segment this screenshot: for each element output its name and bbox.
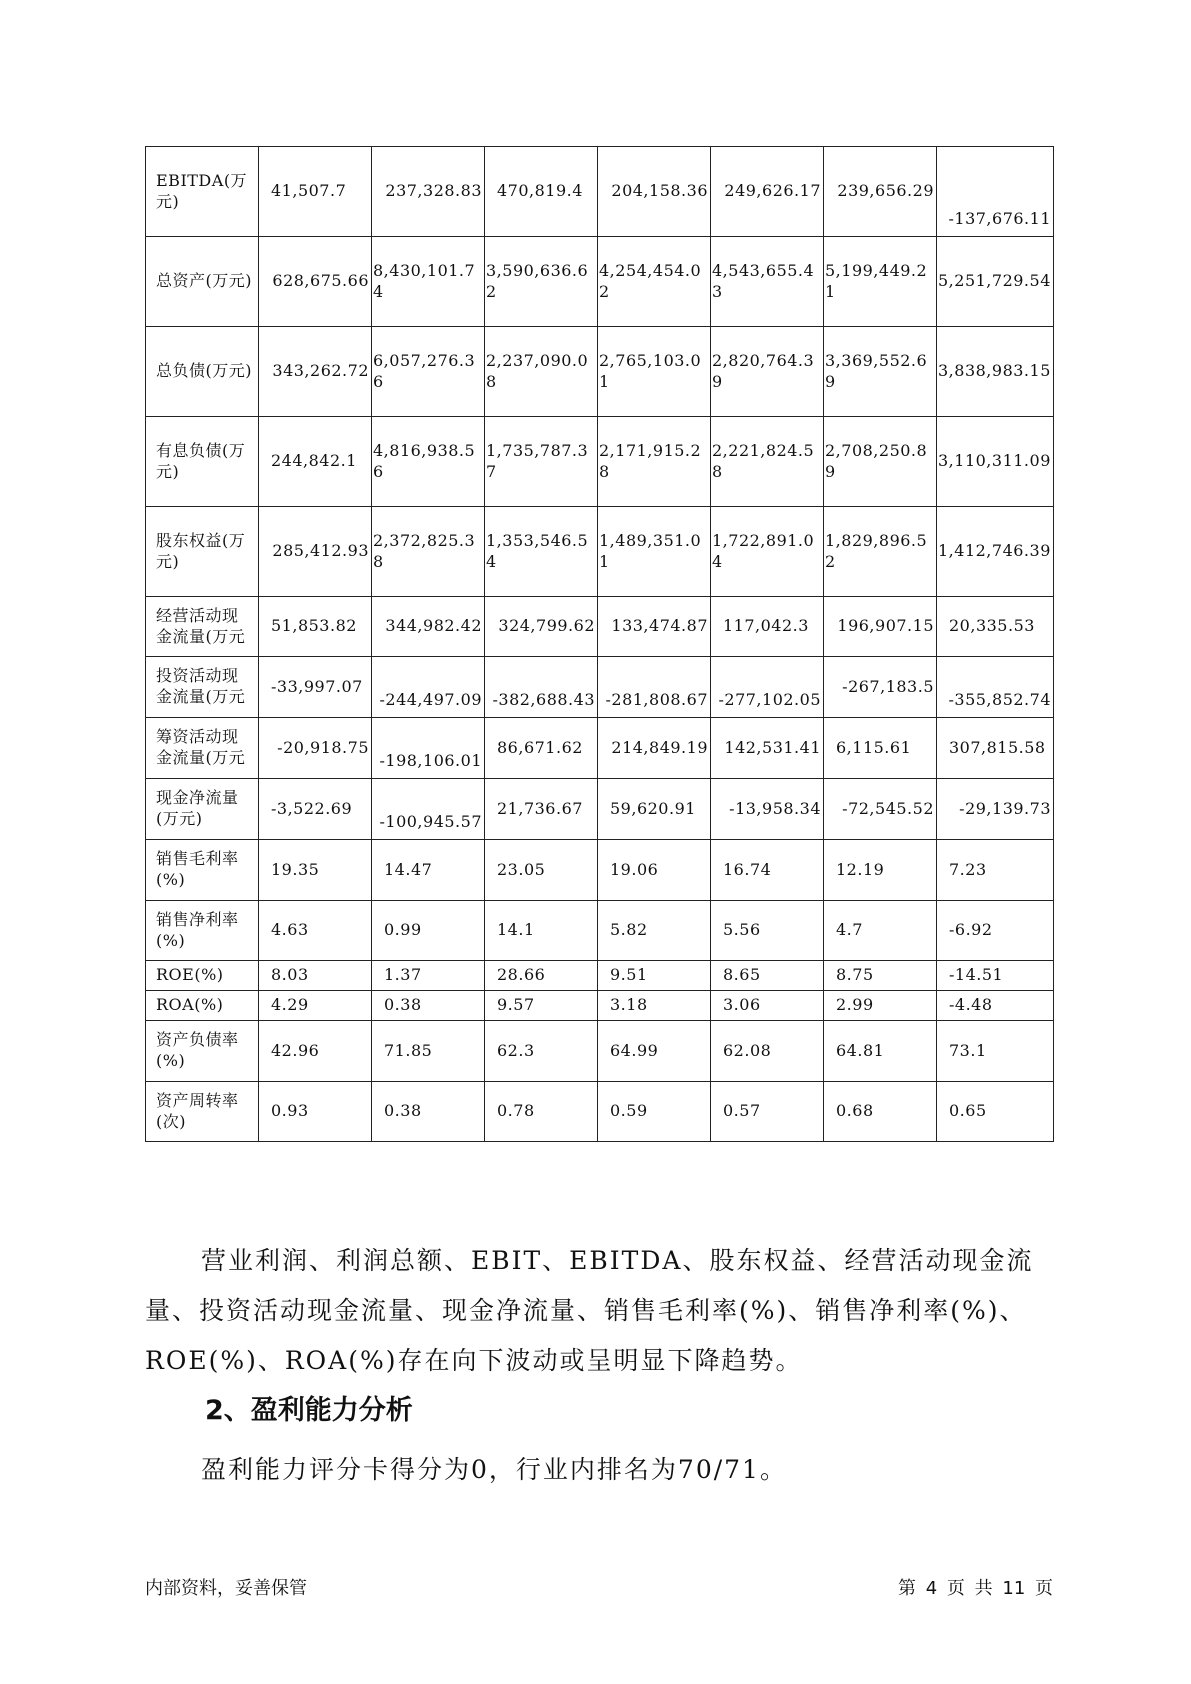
row-label: EBITDA(万元) — [146, 147, 259, 237]
table-row — [146, 507, 1054, 597]
table-cell: -6.92 — [937, 901, 1054, 961]
row-label: 资产负债率(%) — [146, 1021, 259, 1082]
table-cell: 6,057,276.36 — [372, 327, 485, 417]
table-cell: -382,688.43 — [485, 657, 598, 718]
table-cell: 1,353,546.54 — [485, 507, 598, 597]
table-cell: 1,829,896.52 — [824, 507, 937, 597]
table-cell: -198,106.01 — [372, 718, 485, 779]
table-cell: 4.29 — [259, 991, 372, 1021]
section-heading: 2、盈利能力分析 — [205, 1395, 413, 1426]
table-row — [146, 991, 1054, 1021]
row-label: 资产周转率(次) — [146, 1082, 259, 1142]
table-cell: 9.57 — [485, 991, 598, 1021]
table-cell: -13,958.34 — [711, 779, 824, 840]
trend-summary-paragraph: 营业利润、利润总额、EBIT、EBITDA、股东权益、经营活动现金流量、投资活动现金流量、现金净流量、销售毛利率(%)、销售净利率(%)、ROE(%)、ROA(%)存在向下波动或呈明显下降趋势。 — [145, 1246, 1034, 1375]
table-cell: 62.08 — [711, 1021, 824, 1082]
table-cell: 73.1 — [937, 1021, 1054, 1082]
table-cell: -14.51 — [937, 961, 1054, 991]
row-label: 投资活动现金流量(万元 — [146, 657, 259, 718]
table-cell: 3,110,311.09 — [937, 417, 1054, 507]
table-cell: 0.38 — [372, 991, 485, 1021]
table-cell: 0.38 — [372, 1082, 485, 1142]
table-cell: 42.96 — [259, 1021, 372, 1082]
row-label: 经营活动现金流量(万元 — [146, 597, 259, 657]
row-label: 股东权益(万元) — [146, 507, 259, 597]
table-cell: -137,676.11 — [937, 147, 1054, 237]
table-row — [146, 657, 1054, 718]
row-label: 销售净利率(%) — [146, 901, 259, 961]
financial-indicator-table — [145, 146, 1054, 1142]
table-cell: 8.75 — [824, 961, 937, 991]
table-row — [146, 147, 1054, 237]
table-cell: -72,545.52 — [824, 779, 937, 840]
table-cell: 4,543,655.43 — [711, 237, 824, 327]
table-cell: 3,590,636.62 — [485, 237, 598, 327]
table-cell: 307,815.58 — [937, 718, 1054, 779]
table-cell: 64.81 — [824, 1021, 937, 1082]
table-cell: 64.99 — [598, 1021, 711, 1082]
table-cell: 4,816,938.56 — [372, 417, 485, 507]
table-cell: 0.93 — [259, 1082, 372, 1142]
table-cell: 2.99 — [824, 991, 937, 1021]
table-row — [146, 237, 1054, 327]
table-cell: 5,199,449.21 — [824, 237, 937, 327]
table-cell: 41,507.7 — [259, 147, 372, 237]
table-row — [146, 1021, 1054, 1082]
table-cell: 4,254,454.02 — [598, 237, 711, 327]
table-row — [146, 718, 1054, 779]
table-cell: 133,474.87 — [598, 597, 711, 657]
table-cell: 59,620.91 — [598, 779, 711, 840]
row-label: 销售毛利率(%) — [146, 840, 259, 901]
table-cell: 117,042.3 — [711, 597, 824, 657]
table-cell: 5,251,729.54 — [937, 237, 1054, 327]
table-cell: 16.74 — [711, 840, 824, 901]
table-cell: 0.57 — [711, 1082, 824, 1142]
table-cell: 86,671.62 — [485, 718, 598, 779]
table-row — [146, 1082, 1054, 1142]
table-cell: 196,907.15 — [824, 597, 937, 657]
table-cell: 62.3 — [485, 1021, 598, 1082]
table-cell: -277,102.05 — [711, 657, 824, 718]
table-cell: -267,183.5 — [824, 657, 937, 718]
row-label: 现金净流量(万元) — [146, 779, 259, 840]
table-cell: 244,842.1 — [259, 417, 372, 507]
table-row — [146, 327, 1054, 417]
table-cell: 6,115.61 — [824, 718, 937, 779]
table-cell: 237,328.83 — [372, 147, 485, 237]
table-row — [146, 961, 1054, 991]
table-row — [146, 597, 1054, 657]
table-cell: -244,497.09 — [372, 657, 485, 718]
table-cell: 5.82 — [598, 901, 711, 961]
row-label: ROE(%) — [146, 961, 259, 991]
table-cell: 285,412.93 — [259, 507, 372, 597]
table-cell: 470,819.4 — [485, 147, 598, 237]
table-cell: -33,997.07 — [259, 657, 372, 718]
table-cell: 21,736.67 — [485, 779, 598, 840]
table-cell: -100,945.57 — [372, 779, 485, 840]
footer-page-number: 第 4 页 共 11 页 — [898, 1578, 1053, 1599]
table-cell: 2,372,825.38 — [372, 507, 485, 597]
table-cell: 344,982.42 — [372, 597, 485, 657]
table-cell: 2,765,103.01 — [598, 327, 711, 417]
table-cell: 3.06 — [711, 991, 824, 1021]
table-cell: 628,675.66 — [259, 237, 372, 327]
table-cell: -20,918.75 — [259, 718, 372, 779]
table-cell: 2,237,090.08 — [485, 327, 598, 417]
table-row — [146, 901, 1054, 961]
table-cell: 0.99 — [372, 901, 485, 961]
table-cell: 0.78 — [485, 1082, 598, 1142]
table-cell: 4.63 — [259, 901, 372, 961]
table-cell: 8,430,101.74 — [372, 237, 485, 327]
table-cell: -355,852.74 — [937, 657, 1054, 718]
table-cell: 142,531.41 — [711, 718, 824, 779]
table-cell: 1,412,746.39 — [937, 507, 1054, 597]
table-cell: -281,808.67 — [598, 657, 711, 718]
table-cell: 2,171,915.28 — [598, 417, 711, 507]
table-cell: 3.18 — [598, 991, 711, 1021]
table-cell: 0.65 — [937, 1082, 1054, 1142]
table-cell: 9.51 — [598, 961, 711, 991]
table-cell: 51,853.82 — [259, 597, 372, 657]
table-cell: 1,735,787.37 — [485, 417, 598, 507]
table-row — [146, 840, 1054, 901]
table-cell: 249,626.17 — [711, 147, 824, 237]
table-cell: 204,158.36 — [598, 147, 711, 237]
table-cell: 1,489,351.01 — [598, 507, 711, 597]
table-cell: 239,656.29 — [824, 147, 937, 237]
table-row — [146, 417, 1054, 507]
table-cell: 2,820,764.39 — [711, 327, 824, 417]
table-row — [146, 779, 1054, 840]
table-cell: 0.68 — [824, 1082, 937, 1142]
table-cell: 12.19 — [824, 840, 937, 901]
score-paragraph: 盈利能力评分卡得分为0，行业内排名为70/71。 — [201, 1455, 787, 1484]
table-cell: 28.66 — [485, 961, 598, 991]
table-cell: 20,335.53 — [937, 597, 1054, 657]
row-label: 总负债(万元) — [146, 327, 259, 417]
row-label: 筹资活动现金流量(万元 — [146, 718, 259, 779]
table-cell: 324,799.62 — [485, 597, 598, 657]
table-cell: 8.03 — [259, 961, 372, 991]
table-cell: -4.48 — [937, 991, 1054, 1021]
row-label: 总资产(万元) — [146, 237, 259, 327]
table-cell: 343,262.72 — [259, 327, 372, 417]
table-cell: 0.59 — [598, 1082, 711, 1142]
table-cell: 214,849.19 — [598, 718, 711, 779]
table-cell: 5.56 — [711, 901, 824, 961]
table-cell: 71.85 — [372, 1021, 485, 1082]
table-cell: 14.1 — [485, 901, 598, 961]
row-label: 有息负债(万元) — [146, 417, 259, 507]
table-cell: 3,838,983.15 — [937, 327, 1054, 417]
table-cell: 2,708,250.89 — [824, 417, 937, 507]
table-cell: 3,369,552.69 — [824, 327, 937, 417]
table-cell: 8.65 — [711, 961, 824, 991]
table-cell: 7.23 — [937, 840, 1054, 901]
table-cell: 19.06 — [598, 840, 711, 901]
table-cell: 2,221,824.58 — [711, 417, 824, 507]
table-cell: 23.05 — [485, 840, 598, 901]
table-cell: -29,139.73 — [937, 779, 1054, 840]
table-cell: 4.7 — [824, 901, 937, 961]
table-cell: 19.35 — [259, 840, 372, 901]
footer-confidential-note: 内部资料，妥善保管 — [145, 1578, 307, 1599]
table-cell: 1.37 — [372, 961, 485, 991]
table-cell: 1,722,891.04 — [711, 507, 824, 597]
row-label: ROA(%) — [146, 991, 259, 1021]
table-cell: 14.47 — [372, 840, 485, 901]
table-cell: -3,522.69 — [259, 779, 372, 840]
